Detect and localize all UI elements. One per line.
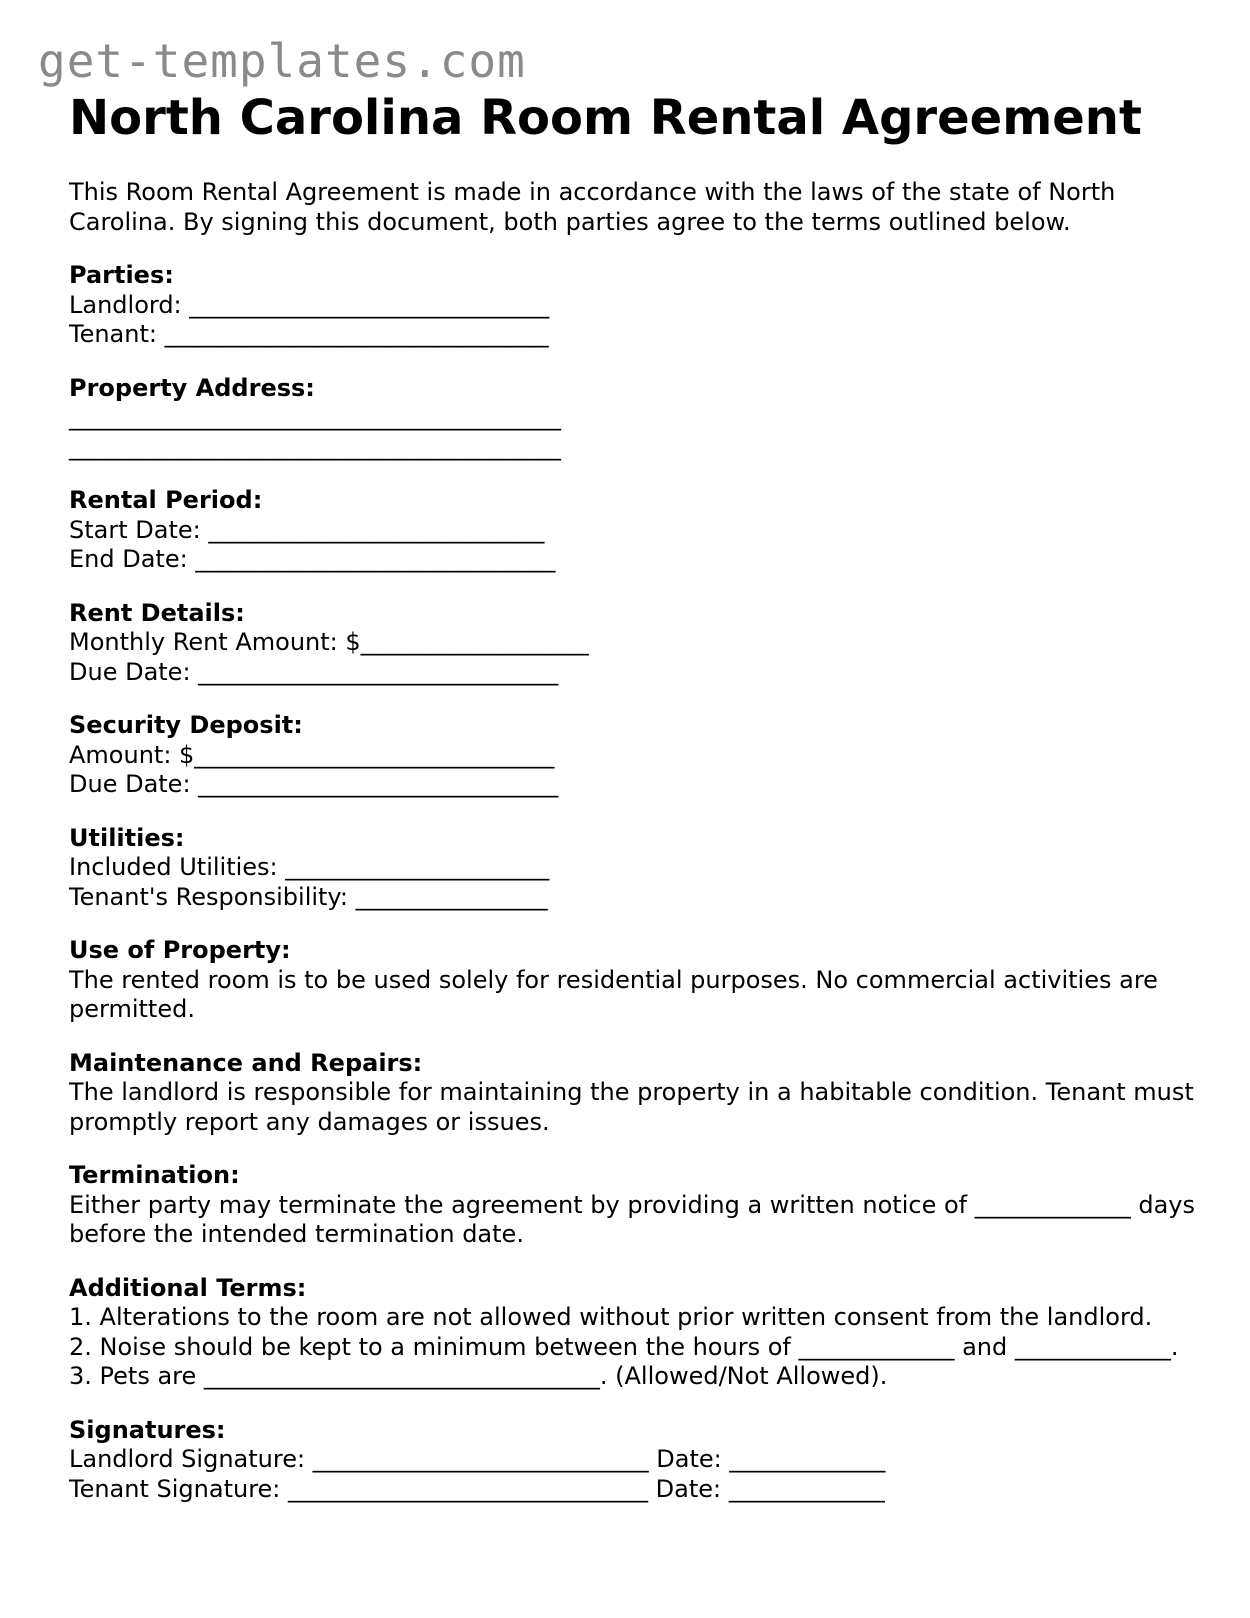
termination-section — [69, 1161, 1199, 1250]
document-title: North Carolina Room Rental Agreement — [69, 90, 1142, 146]
rental-period-heading: Rental Period: — [69, 486, 263, 514]
parties-heading: Parties: — [69, 261, 174, 289]
utilities-heading: Utilities: — [69, 823, 185, 852]
additional-terms-section — [69, 1274, 1199, 1392]
property-heading: Property Address: — [69, 373, 315, 402]
rental-period-section — [69, 486, 1199, 575]
property-address-line-2: _________________________________________ — [69, 432, 561, 461]
intro-paragraph: This Room Rental Agreement is made in accordance with the laws of the state of North Carolina. By signing this document, both parties agree to the terms outlined below. — [69, 178, 1116, 236]
use-of-property-section — [69, 936, 1199, 1025]
use-of-property-heading: Use of Property: — [69, 936, 291, 964]
property-address-line-1: _________________________________________ — [69, 403, 561, 431]
deposit-due-date-field: Due Date: ______________________________ — [69, 770, 559, 798]
tenant-signature-line: Tenant Signature: ______________________________ Date: _____________ — [69, 1474, 885, 1503]
additional-term-1: 1. Alterations to the room are not allowed without prior written consent from the landlord. — [69, 1303, 1153, 1331]
start-date-field: Start Date: ____________________________ — [69, 515, 545, 544]
parties-section — [69, 261, 1199, 350]
maintenance-heading: Maintenance and Repairs: — [69, 1048, 423, 1077]
termination-heading: Termination: — [69, 1161, 240, 1189]
included-utilities-field: Included Utilities: ______________________ — [69, 853, 550, 881]
signatures-section — [69, 1416, 1199, 1505]
rent-details-heading: Rent Details: — [69, 598, 245, 627]
additional-term-2: 2. Noise should be kept to a minimum between the hours of _____________ and _____________. — [69, 1332, 1179, 1361]
additional-term-3: 3. Pets are _________________________________. (Allowed/Not Allowed). — [69, 1362, 888, 1390]
end-date-field: End Date: ______________________________ — [69, 545, 556, 573]
signatures-heading: Signatures: — [69, 1415, 226, 1444]
property-section — [69, 374, 1199, 463]
security-deposit-section — [69, 711, 1199, 800]
landlord-signature-line: Landlord Signature: ____________________________ Date: _____________ — [69, 1445, 886, 1473]
monthly-rent-field: Monthly Rent Amount: $___________________ — [69, 628, 589, 656]
document-page — [69, 88, 1199, 1504]
use-of-property-text: The rented room is to be used solely for residential purposes. No commercial activities are permitted. — [69, 965, 1158, 1023]
additional-terms-heading: Additional Terms: — [69, 1273, 307, 1302]
utilities-section — [69, 824, 1199, 913]
tenant-responsibility-field: Tenant's Responsibility: ________________ — [69, 882, 548, 911]
tenant-field: Tenant: ________________________________ — [69, 320, 549, 348]
security-deposit-heading: Security Deposit: — [69, 711, 303, 739]
rent-due-date-field: Due Date: ______________________________ — [69, 657, 559, 686]
landlord-field: Landlord: ______________________________ — [69, 290, 550, 319]
watermark: get-templates.com — [38, 34, 526, 88]
termination-text: Either party may terminate the agreement by providing a written notice of _____________ days before the intended termination date. — [69, 1190, 1195, 1248]
deposit-amount-field: Amount: $______________________________ — [69, 740, 555, 769]
maintenance-section — [69, 1049, 1199, 1138]
maintenance-text: The landlord is responsible for maintaining the property in a habitable condition. Tenant must promptly report any damages or issues. — [69, 1078, 1194, 1136]
rent-details-section — [69, 599, 1199, 688]
